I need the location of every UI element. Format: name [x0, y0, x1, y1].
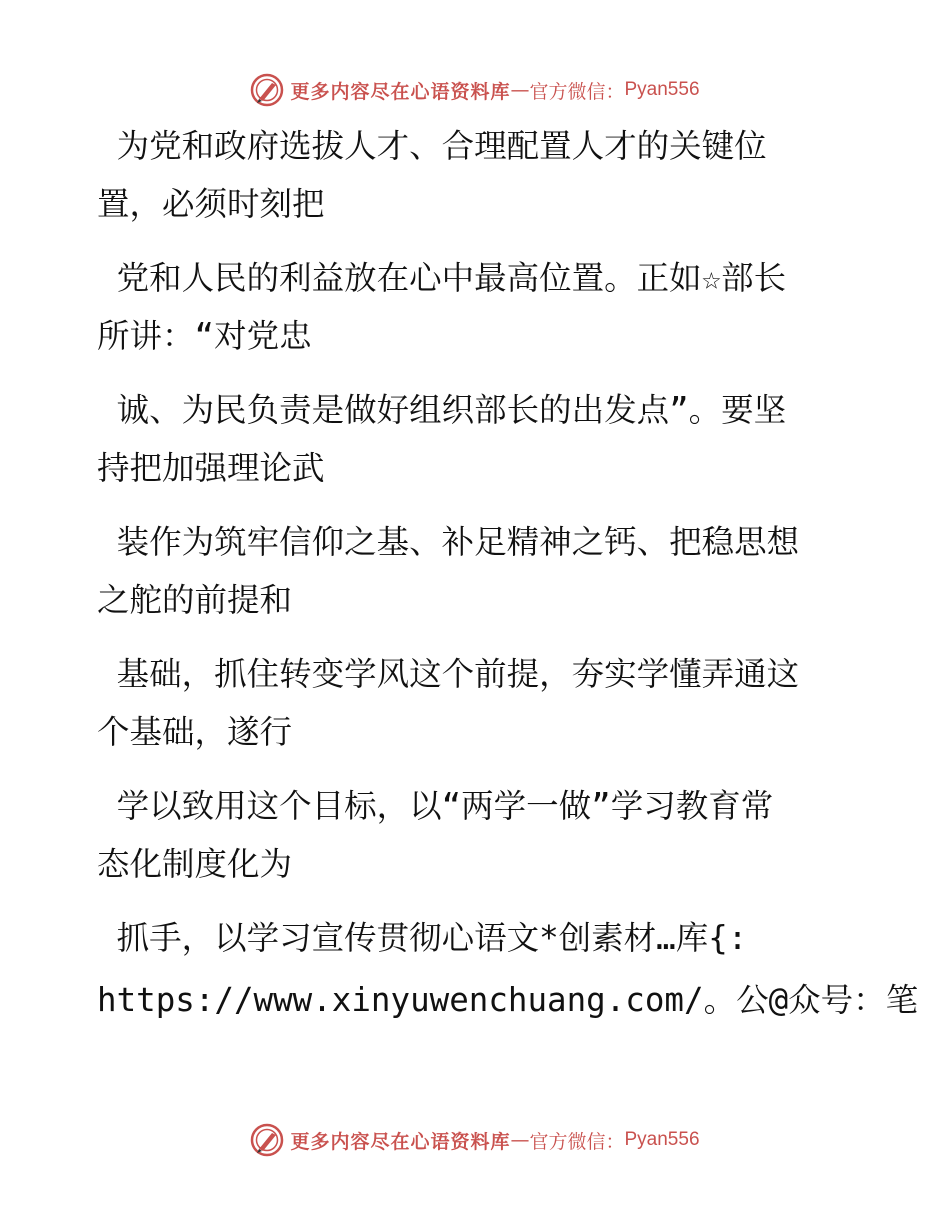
footer-site-name: 更多内容尽在心语资料库 — [290, 1130, 511, 1153]
header-wechat-id: Pyan556 — [624, 79, 700, 100]
body-line: 装作为筑牢信仰之基、补足精神之钙、把稳思想 — [97, 523, 800, 561]
pen-logo-icon — [250, 73, 284, 107]
body-line: 学以致用这个目标，以“两学一做”学习教育常 — [97, 787, 774, 825]
footer-wechat-label: 官方微信： — [529, 1130, 625, 1153]
body-line: 所讲：“对党忠 — [97, 317, 312, 355]
body-line: 态化制度化为 — [97, 845, 293, 883]
body-line: 诚、为民负责是做好组织部长的出发点”。要坚 — [97, 391, 787, 429]
body-line: 党和人民的利益放在心中最高位置。正如☆部长 — [97, 259, 787, 297]
header-site-name: 更多内容尽在心语资料库 — [290, 80, 511, 103]
footer-banner — [0, 1120, 950, 1160]
body-line: 个基础，遂行 — [97, 713, 293, 751]
pen-logo-icon — [250, 1123, 284, 1157]
body-url-line: https://www.xinyuwenchuang.com/。公@众号：笔 — [97, 981, 919, 1019]
document-body — [97, 122, 919, 1038]
body-line: 置，必须时刻把 — [97, 185, 325, 223]
body-line: 为党和政府选拔人才、合理配置人才的关键位 — [97, 127, 767, 165]
body-line: 基础，抓住转变学风这个前提，夯实学懂弄通这 — [97, 655, 800, 693]
header-dash: — — [510, 79, 530, 101]
header-wechat-label: 官方微信： — [529, 80, 625, 103]
body-line: 持把加强理论武 — [97, 449, 325, 487]
body-line: 抓手，以学习宣传贯彻心语文*创素材…库{: — [97, 919, 748, 957]
footer-dash: — — [510, 1129, 530, 1151]
footer-wechat-id: Pyan556 — [624, 1129, 700, 1150]
body-line: 之舵的前提和 — [97, 581, 293, 619]
header-banner — [0, 70, 950, 110]
